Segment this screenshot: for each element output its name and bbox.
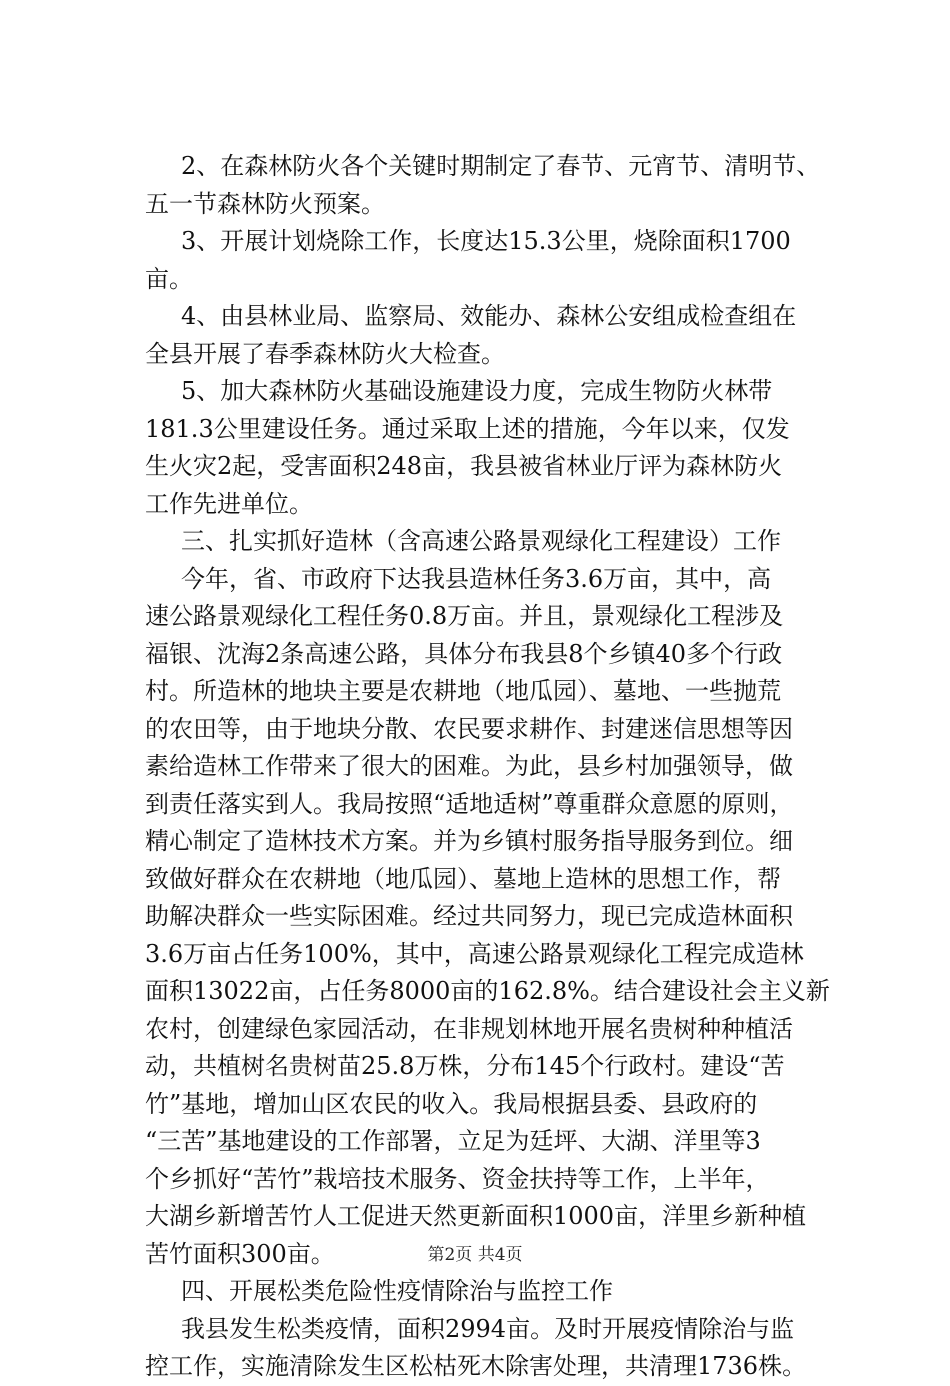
text-line: 动，共植树名贵树苗25.8万株，分布145个行政村。建设“苦 bbox=[145, 1052, 785, 1080]
text-line: 竹”基地，增加山区农民的收入。我局根据县委、县政府的 bbox=[145, 1089, 758, 1118]
text-line: 致做好群众在农耕地（地瓜园）、墓地上造林的思想工作，帮 bbox=[145, 864, 781, 893]
text-line: 工作先进单位。 bbox=[145, 489, 313, 518]
text-line: 控工作，实施清除发生区松枯死木除害处理，共清理1736株。 bbox=[145, 1352, 807, 1380]
text-line: 到责任落实到人。我局按照“适地适树”尊重群众意愿的原则， bbox=[145, 789, 794, 818]
text-line: 助解决群众一些实际困难。经过共同努力，现已完成造林面积 bbox=[145, 902, 793, 930]
section-heading: 四、开展松类危险性疫情除治与监控工作 bbox=[181, 1277, 613, 1305]
text-line: 个乡抓好“苦竹”栽培技术服务、资金扶持等工作，上半年， bbox=[145, 1164, 770, 1193]
text-line: 我县发生松类疫情，面积2994亩。及时开展疫情除治与监 bbox=[181, 1314, 795, 1343]
page-number-footer: 第2页 共4页 bbox=[427, 1245, 523, 1265]
text-line: 亩。 bbox=[145, 264, 193, 293]
text-line: 的农田等，由于地块分散、农民要求耕作、封建迷信思想等因 bbox=[145, 714, 793, 743]
text-line: 生火灾2起，受害面积248亩，我县被省林业厅评为森林防火 bbox=[145, 452, 783, 480]
text-line: 3、开展计划烧除工作，长度达15.3公里，烧除面积1700 bbox=[181, 227, 791, 255]
text-line: 5、加大森林防火基础设施建设力度，完成生物防火林带 bbox=[181, 377, 773, 405]
text-line: 农村，创建绿色家园活动，在非规划林地开展名贵树种种植活 bbox=[145, 1014, 793, 1043]
text-line: 181.3公里建设任务。通过采取上述的措施，今年以来，仅发 bbox=[145, 414, 790, 443]
section-heading: 三、扎实抓好造林（含高速公路景观绿化工程建设）工作 bbox=[181, 527, 781, 555]
text-line: 面积13022亩，占任务8000亩的162.8%。结合建设社会主义新 bbox=[145, 977, 830, 1005]
text-line: 2、在森林防火各个关键时期制定了春节、元宵节、清明节、 bbox=[181, 152, 821, 180]
text-line: 速公路景观绿化工程任务0.8万亩。并且，景观绿化工程涉及 bbox=[145, 602, 784, 630]
document-body bbox=[145, 148, 845, 1386]
text-line: 今年，省、市政府下达我县造林任务3.6万亩，其中，高 bbox=[181, 564, 772, 593]
text-line: 4、由县林业局、监察局、效能办、森林公安组成检查组在 bbox=[181, 302, 797, 330]
text-line: 素给造林工作带来了很大的困难。为此，县乡村加强领导，做 bbox=[145, 752, 793, 780]
text-line: 精心制定了造林技术方案。并为乡镇村服务指导服务到位。细 bbox=[145, 827, 793, 855]
text-line: 福银、沈海2条高速公路，具体分布我县8个乡镇40多个行政 bbox=[145, 639, 783, 668]
text-line: “三苦”基地建设的工作部署，立足为廷坪、大湖、洋里等3 bbox=[145, 1127, 761, 1155]
text-line: 村。所造林的地块主要是农耕地（地瓜园）、墓地、一些抛荒 bbox=[145, 677, 781, 705]
text-line: 大湖乡新增苦竹人工促进天然更新面积1000亩，洋里乡新种植 bbox=[145, 1202, 807, 1230]
text-line: 3.6万亩占任务100%，其中，高速公路景观绿化工程完成造林 bbox=[145, 939, 804, 968]
text-line: 苦竹面积300亩。 bbox=[145, 1239, 335, 1268]
text-line: 五一节森林防火预案。 bbox=[145, 189, 385, 218]
text-line: 全县开展了春季森林防火大检查。 bbox=[145, 339, 505, 368]
